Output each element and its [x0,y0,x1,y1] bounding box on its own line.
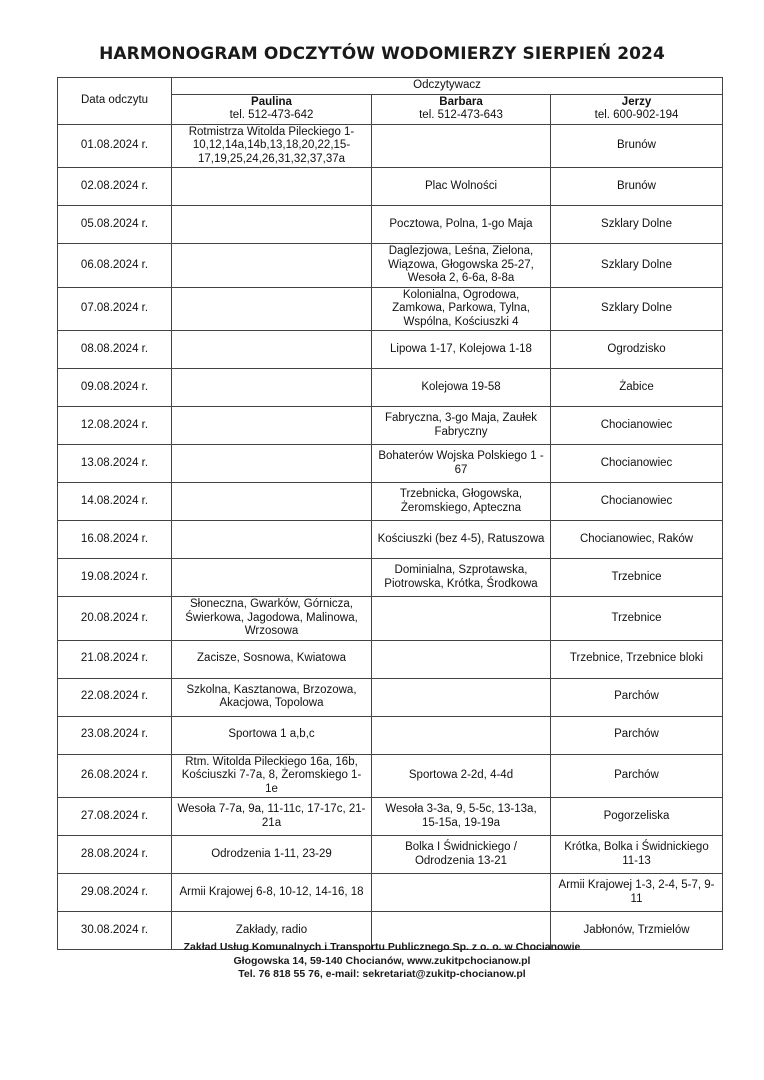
cell-paulina [172,331,372,369]
cell-jerzy: Krótka, Bolka i Świdnickiego 11-13 [551,836,723,874]
row-date: 21.08.2024 r. [58,640,172,678]
cell-jerzy: Armii Krajowej 1-3, 2-4, 5-7, 9-11 [551,874,723,912]
reader-header-barbara [372,94,551,124]
cell-barbara [372,640,551,678]
cell-barbara: Bolka I Świdnickiego / Odrodzenia 13-21 [372,836,551,874]
cell-paulina [172,369,372,407]
cell-paulina: Słoneczna, Gwarków, Górnicza, Świerkowa, Jagodowa, Malinowa, Wrzosowa [172,597,372,641]
cell-jerzy: Jabłonów, Trzmielów [551,912,723,950]
table-row [58,331,723,369]
row-date: 16.08.2024 r. [58,521,172,559]
row-date: 06.08.2024 r. [58,244,172,288]
reader-header-paulina [172,94,372,124]
cell-jerzy: Szklary Dolne [551,287,723,331]
cell-jerzy: Brunów [551,168,723,206]
cell-paulina [172,521,372,559]
table-row [58,206,723,244]
cell-paulina: Wesoła 7-7a, 9a, 11-11c, 17-17c, 21-21a [172,798,372,836]
row-date: 12.08.2024 r. [58,407,172,445]
cell-paulina [172,287,372,331]
row-date: 22.08.2024 r. [58,678,172,716]
cell-barbara: Plac Wolności [372,168,551,206]
row-date: 07.08.2024 r. [58,287,172,331]
cell-paulina [172,244,372,288]
cell-barbara [372,124,551,168]
cell-barbara [372,597,551,641]
cell-paulina [172,483,372,521]
cell-jerzy: Trzebnice [551,597,723,641]
row-date: 02.08.2024 r. [58,168,172,206]
cell-barbara [372,678,551,716]
cell-paulina: Rotmistrza Witolda Pileckiego 1-10,12,14a,14b,13,18,20,22,15-17,19,25,24,26,31,32,37,37a [172,124,372,168]
cell-paulina: Odrodzenia 1-11, 23-29 [172,836,372,874]
row-date: 08.08.2024 r. [58,331,172,369]
row-date: 19.08.2024 r. [58,559,172,597]
date-column-header: Data odczytu [58,78,172,125]
row-date: 13.08.2024 r. [58,445,172,483]
table-row [58,798,723,836]
cell-paulina: Rtm. Witolda Pileckiego 16a, 16b, Kościuszki 7-7a, 8, Żeromskiego 1-1e [172,754,372,798]
cell-paulina: Zakłady, radio [172,912,372,950]
row-date: 23.08.2024 r. [58,716,172,754]
row-date: 29.08.2024 r. [58,874,172,912]
cell-jerzy: Parchów [551,754,723,798]
cell-barbara: Daglezjowa, Leśna, Zielona, Wiązowa, Głogowska 25-27, Wesoła 2, 6-6a, 8-8a [372,244,551,288]
cell-jerzy: Ogrodzisko [551,331,723,369]
table-row [58,597,723,641]
row-date: 27.08.2024 r. [58,798,172,836]
cell-paulina [172,407,372,445]
cell-paulina: Sportowa 1 a,b,c [172,716,372,754]
row-date: 30.08.2024 r. [58,912,172,950]
table-row [58,836,723,874]
row-date: 09.08.2024 r. [58,369,172,407]
row-date: 14.08.2024 r. [58,483,172,521]
table-row [58,407,723,445]
cell-jerzy: Parchów [551,716,723,754]
cell-jerzy: Trzebnice, Trzebnice bloki [551,640,723,678]
table-row [58,244,723,288]
reader-name: Jerzy [621,95,652,108]
cell-jerzy: Pogorzeliska [551,798,723,836]
cell-jerzy: Szklary Dolne [551,206,723,244]
cell-paulina [172,206,372,244]
reader-header-jerzy [551,94,723,124]
reader-name: Barbara [439,95,483,108]
table-row [58,559,723,597]
cell-jerzy: Chocianowiec, Raków [551,521,723,559]
cell-barbara: Lipowa 1-17, Kolejowa 1-18 [372,331,551,369]
reader-phone: tel. 512-473-643 [419,109,503,121]
table-row [58,369,723,407]
table-row [58,678,723,716]
cell-jerzy: Chocianowiec [551,407,723,445]
footer-contact: Tel. 76 818 55 76, e-mail: sekretariat@zukitp-chocianow.pl [238,968,526,980]
cell-paulina: Armii Krajowej 6-8, 10-12, 14-16, 18 [172,874,372,912]
cell-barbara [372,874,551,912]
table-row [58,521,723,559]
cell-barbara: Sportowa 2-2d, 4-4d [372,754,551,798]
page-title: HARMONOGRAM ODCZYTÓW WODOMIERZY SIERPIEŃ 2024 [99,44,665,64]
cell-jerzy: Chocianowiec [551,445,723,483]
row-date: 20.08.2024 r. [58,597,172,641]
cell-jerzy: Chocianowiec [551,483,723,521]
cell-jerzy: Szklary Dolne [551,244,723,288]
footer-company: Zakład Usług Komunalnych i Transportu Publicznego Sp. z o. o. w Chocianowie [183,941,581,953]
cell-barbara: Kolejowa 19-58 [372,369,551,407]
cell-barbara [372,716,551,754]
cell-barbara: Dominialna, Szprotawska, Piotrowska, Krótka, Środkowa [372,559,551,597]
cell-barbara: Trzebnicka, Głogowska, Żeromskiego, Apteczna [372,483,551,521]
cell-jerzy: Parchów [551,678,723,716]
table-row [58,483,723,521]
reader-name: Paulina [251,95,292,108]
table-row [58,168,723,206]
reader-phone: tel. 512-473-642 [229,109,314,121]
row-date: 26.08.2024 r. [58,754,172,798]
row-date: 01.08.2024 r. [58,124,172,168]
cell-paulina [172,445,372,483]
table-row [58,445,723,483]
row-date: 05.08.2024 r. [58,206,172,244]
row-date: 28.08.2024 r. [58,836,172,874]
cell-barbara: Kościuszki (bez 4-5), Ratuszowa [372,521,551,559]
cell-barbara: Bohaterów Wojska Polskiego 1 - 67 [372,445,551,483]
schedule-table [57,77,723,950]
reader-phone: tel. 600-902-194 [594,109,679,121]
cell-barbara: Pocztowa, Polna, 1-go Maja [372,206,551,244]
table-row [58,287,723,331]
table-row [58,640,723,678]
cell-jerzy: Żabice [551,369,723,407]
table-row [58,124,723,168]
cell-jerzy: Brunów [551,124,723,168]
cell-paulina [172,559,372,597]
cell-paulina: Zacisze, Sosnowa, Kwiatowa [172,640,372,678]
footer [0,941,764,982]
footer-address: Głogowska 14, 59-140 Chocianów, www.zukitpchocianow.pl [233,954,531,967]
cell-paulina [172,168,372,206]
cell-paulina: Szkolna, Kasztanowa, Brzozowa, Akacjowa, Topolowa [172,678,372,716]
cell-jerzy: Trzebnice [551,559,723,597]
cell-barbara: Wesoła 3-3a, 9, 5-5c, 13-13a, 15-15a, 19-19a [372,798,551,836]
reader-group-header: Odczytywacz [172,78,723,95]
table-row [58,716,723,754]
cell-barbara: Kolonialna, Ogrodowa, Zamkowa, Parkowa, Tylna, Wspólna, Kościuszki 4 [372,287,551,331]
table-row [58,874,723,912]
cell-barbara: Fabryczna, 3-go Maja, Zaułek Fabryczny [372,407,551,445]
table-row [58,754,723,798]
